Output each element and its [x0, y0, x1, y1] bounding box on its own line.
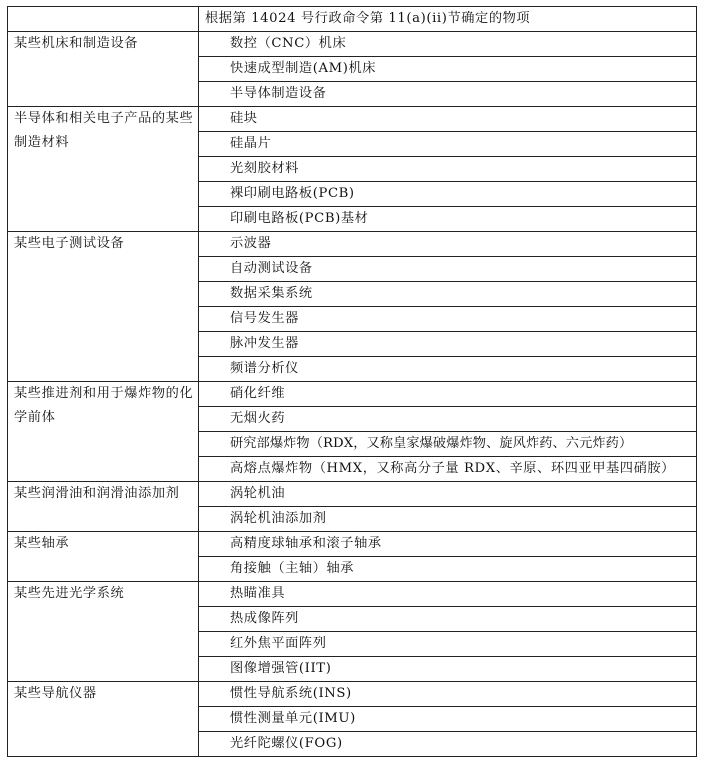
item-cell: 涡轮机油 — [199, 482, 697, 507]
item-cell: 频谱分析仪 — [199, 357, 697, 382]
item-cell: 裸印刷电路板(PCB) — [199, 182, 697, 207]
item-cell: 研究部爆炸物（RDX，又称皇家爆破爆炸物、旋风炸药、六元炸药） — [199, 432, 697, 457]
category-cell: 某些润滑油和润滑油添加剂 — [8, 482, 199, 532]
header-cell-empty — [8, 7, 199, 32]
item-cell: 光刻胶材料 — [199, 157, 697, 182]
item-cell: 惯性导航系统(INS) — [199, 682, 697, 707]
table-row — [8, 682, 697, 707]
category-cell: 某些轴承 — [8, 532, 199, 582]
category-cell: 某些机床和制造设备 — [8, 32, 199, 107]
item-cell: 无烟火药 — [199, 407, 697, 432]
item-cell: 热瞄准具 — [199, 582, 697, 607]
item-cell: 光纤陀螺仪(FOG) — [199, 732, 697, 757]
header-cell-title: 根据第 14024 号行政命令第 11(a)(ii)节确定的物项 — [199, 7, 697, 32]
table-row — [8, 382, 697, 407]
item-cell: 热成像阵列 — [199, 607, 697, 632]
item-cell: 高精度球轴承和滚子轴承 — [199, 532, 697, 557]
category-cell: 某些先进光学系统 — [8, 582, 199, 682]
item-cell: 硝化纤维 — [199, 382, 697, 407]
item-cell: 角接触（主轴）轴承 — [199, 557, 697, 582]
controlled-items-table — [7, 6, 697, 757]
item-cell: 涡轮机油添加剂 — [199, 507, 697, 532]
item-cell: 示波器 — [199, 232, 697, 257]
table-row — [8, 582, 697, 607]
category-cell: 半导体和相关电子产品的某些制造材料 — [8, 107, 199, 232]
item-cell: 脉冲发生器 — [199, 332, 697, 357]
item-cell: 硅块 — [199, 107, 697, 132]
item-cell: 快速成型制造(AM)机床 — [199, 57, 697, 82]
category-cell: 某些推进剂和用于爆炸物的化学前体 — [8, 382, 199, 482]
table-row — [8, 532, 697, 557]
item-cell: 印刷电路板(PCB)基材 — [199, 207, 697, 232]
item-cell: 自动测试设备 — [199, 257, 697, 282]
category-cell: 某些导航仪器 — [8, 682, 199, 757]
item-cell: 红外焦平面阵列 — [199, 632, 697, 657]
item-cell: 半导体制造设备 — [199, 82, 697, 107]
item-cell: 高熔点爆炸物（HMX，又称高分子量 RDX、辛原、环四亚甲基四硝胺） — [199, 457, 697, 482]
item-cell: 图像增强管(IIT) — [199, 657, 697, 682]
header-row — [8, 7, 697, 32]
item-cell: 信号发生器 — [199, 307, 697, 332]
item-cell: 数控（CNC）机床 — [199, 32, 697, 57]
table-row — [8, 107, 697, 132]
table-row — [8, 232, 697, 257]
table-row — [8, 482, 697, 507]
category-cell: 某些电子测试设备 — [8, 232, 199, 382]
item-cell: 数据采集系统 — [199, 282, 697, 307]
item-cell: 惯性测量单元(IMU) — [199, 707, 697, 732]
item-cell: 硅晶片 — [199, 132, 697, 157]
table-row — [8, 32, 697, 57]
